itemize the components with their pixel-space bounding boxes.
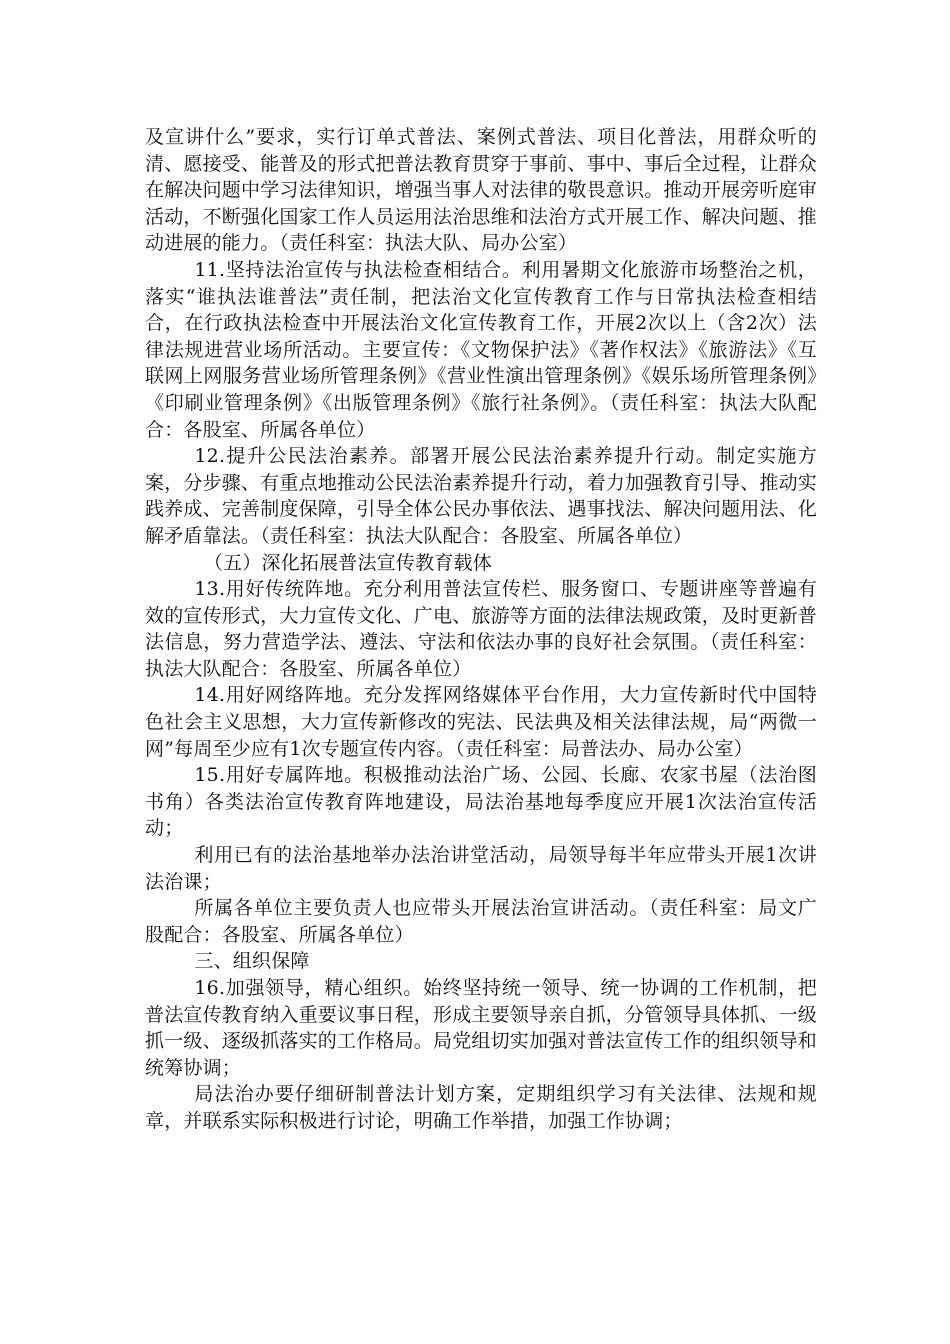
paragraph-continuation: 及宣讲什么”要求，实行订单式普法、案例式普法、项目化普法，用群众听的清、愿接受、能普及的形式把普法教育贯穿于事前、事中、事后全过程，让群众在解决问题中学习法律知识，增强当事人对法律的敬畏意识。推动开展旁听庭审活动，不断强化国家工作人员运用法治思维和法治方式开展工作、解决问题、推动进展的能力。（责任科室：执法大队、局办公室） xyxy=(145,126,818,255)
section-heading-3: 三、组织保障 xyxy=(194,950,310,973)
section-heading-5: （五）深化拓展普法宣传教育载体 xyxy=(203,551,492,574)
document-body xyxy=(145,124,817,1135)
paragraph-item-16: 16.加强领导，精心组织。始终坚持统一领导、统一协调的工作机制，把普法宣传教育纳入重要议事日程，形成主要领导亲自抓，分管领导具体抓、一级抓一级、逐级抓落实的工作格局。局党组切实加强对普法宣传工作的组织领导和统筹协调； xyxy=(145,977,818,1079)
paragraph-item-15-b: 利用已有的法治基地举办法治讲堂活动，局领导每半年应带头开展1次讲法治课； xyxy=(145,844,817,893)
paragraph-item-12: 12.提升公民法治素养。部署开展公民法治素养提升行动。制定实施方案，分步骤、有重点地推动公民法治素养提升行动，着力加强教育引导、推动实践养成、完善制度保障，引导全体公民办事依法、遇事找法、解决问题用法、化解矛盾靠法。（责任科室：执法大队配合：各股室、所属各单位） xyxy=(145,445,818,547)
paragraph-item-13: 13.用好传统阵地。充分利用普法宣传栏、服务窗口、专题讲座等普遍有效的宣传形式，大力宣传文化、广电、旅游等方面的法律法规政策，及时更新普法信息，努力营造学法、遵法、守法和依法办事的良好社会氛围。（责任科室：执法大队配合：各股室、所属各单位） xyxy=(145,578,818,680)
paragraph-item-14: 14.用好网络阵地。充分发挥网络媒体平台作用，大力宣传新时代中国特色社会主义思想，大力宣传新修改的宪法、民法典及相关法律法规，局“两微一网”每周至少应有1次专题宣传内容。（责任科室：局普法办、局办公室） xyxy=(145,684,817,760)
paragraph-item-11: 11.坚持法治宣传与执法检查相结合。利用暑期文化旅游市场整治之机，落实“谁执法谁普法”责任制，把法治文化宣传教育工作与日常执法检查相结合，在行政执法检查中开展法治文化宣传教育工作，开展2次以上（含2次）法律法规进营业场所活动。主要宣传：《文物保护法》《著作权法》《旅游法》《互联网上网服务营业场所管理条例》《营业性演出管理条例》《娱乐场所管理条例》《印刷业管理条例》《出版管理条例》《旅行社条例》。（责任科室：执法大队配合：各股室、所属各单位） xyxy=(145,258,817,441)
paragraph-item-16-b: 局法治办要仔细研制普法计划方案，定期组织学习有关法律、法规和规章，并联系实际积极进行讨论，明确工作举措，加强工作协调； xyxy=(145,1083,817,1132)
paragraph-item-15-c: 所属各单位主要负责人也应带头开展法治宣讲活动。（责任科室：局文广股配合：各股室、所属各单位） xyxy=(145,897,817,946)
paragraph-item-15: 15.用好专属阵地。积极推动法治广场、公园、长廊、农家书屋（法治图书角）各类法治宣传教育阵地建设，局法治基地每季度应开展1次法治宣传活动； xyxy=(145,764,817,840)
